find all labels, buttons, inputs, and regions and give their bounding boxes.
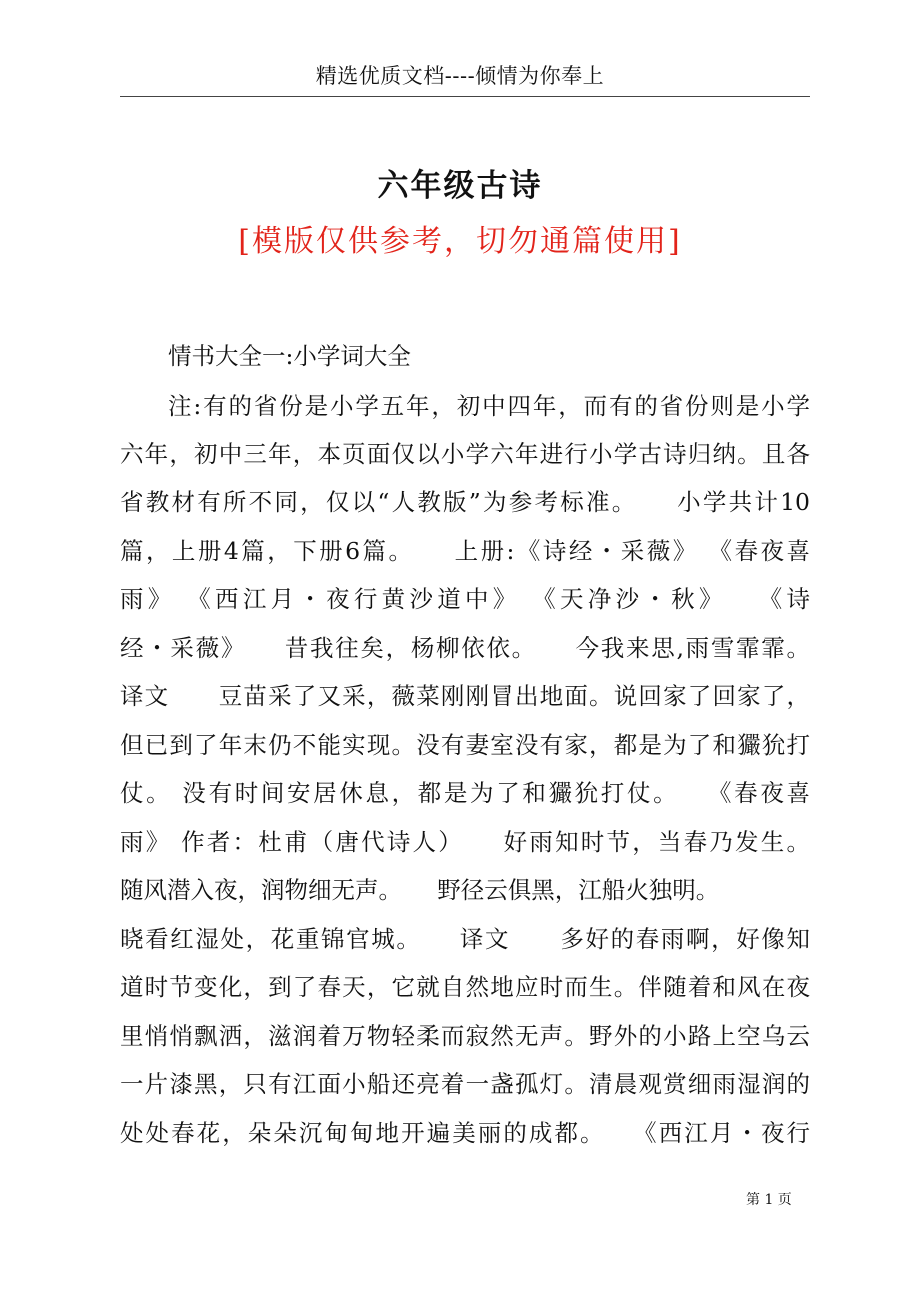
body-line: 注:有的省份是小学五年，初中四年，而有的省份则是小学 xyxy=(168,392,810,420)
body-line: 省教材有所不同，仅以“人教版”为参考标准。 小学共计10 xyxy=(120,488,810,516)
body-line: 仗。 没有时间安居休息，都是为了和玁狁打仗。 《春夜喜 xyxy=(120,779,810,807)
body-line: 六年，初中三年，本页面仅以小学六年进行小学古诗归纳。且各 xyxy=(120,440,810,468)
body-line: 译文 豆苗采了又采，薇菜刚刚冒出地面。说回家了回家了， xyxy=(120,682,810,710)
body-line: 篇，上册4篇，下册6篇。 上册:《诗经・采薇》 《春夜喜 xyxy=(120,537,810,565)
body-line: 处处春花，朵朵沉甸甸地开遍美丽的成都。 《西江月・夜行 xyxy=(120,1119,810,1147)
page-number: 第 1 页 xyxy=(746,1192,792,1208)
document-subtitle: [模版仅供参考，切勿通篇使用] xyxy=(238,224,682,259)
page-header-title: 精选优质文档----倾情为你奉上 xyxy=(315,64,605,88)
body-line: 里悄悄飘洒，滋润着万物轻柔而寂然无声。野外的小路上空乌云 xyxy=(120,1022,810,1050)
header-divider xyxy=(120,96,810,97)
body-line: 雨》 《西江月・夜行黄沙道中》 《天净沙・秋》 《诗 xyxy=(120,585,810,613)
body-line: 一片漆黑，只有江面小船还亮着一盏孤灯。清晨观赏细雨湿润的 xyxy=(120,1070,810,1098)
document-title: 六年级古诗 xyxy=(377,168,543,204)
body-line: 随风潜入夜，润物细无声。 野径云俱黑，江船火独明。 xyxy=(120,876,720,904)
body-line: 道时节变化，到了春天，它就自然地应时而生。伴随着和风在夜 xyxy=(120,973,810,1001)
body-line: 雨》 作者：杜甫（唐代诗人） 好雨知时节，当春乃发生。 xyxy=(120,828,810,856)
body-line: 晓看红湿处，花重锦官城。 译文 多好的春雨啊，好像知 xyxy=(120,925,810,953)
body-line: 经・采薇》 昔我往矣，杨柳依依。 今我来思,雨雪霏霏。 xyxy=(120,634,810,662)
body-line: 但已到了年末仍不能实现。没有妻室没有家，都是为了和玁狁打 xyxy=(120,731,810,759)
body-line: 情书大全一:小学词大全 xyxy=(168,342,411,370)
